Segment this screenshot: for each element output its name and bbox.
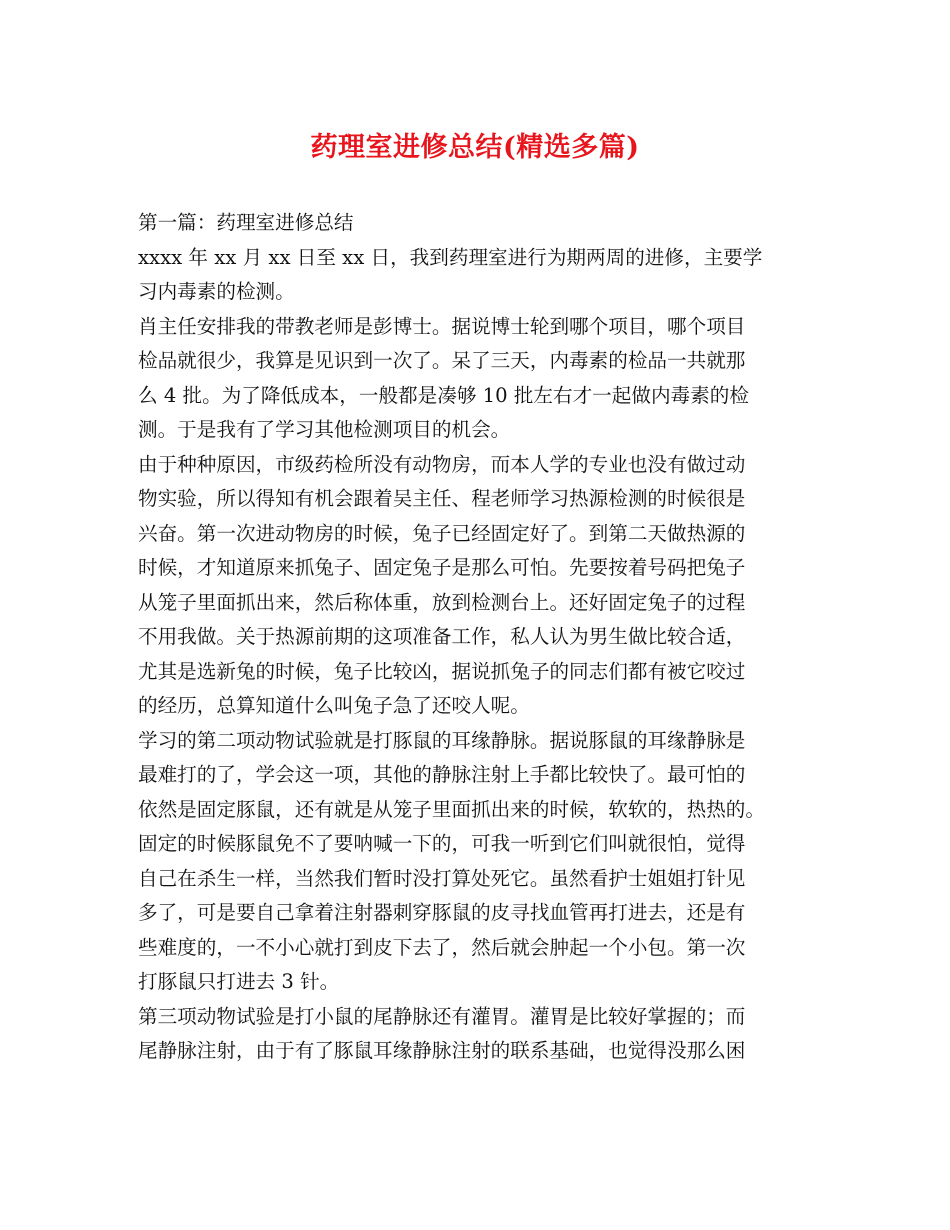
body-line: 多了，可是要自己拿着注射器刺穿豚鼠的皮寻找血管再打进去，还是有 — [138, 901, 746, 924]
document-title: 药理室进修总结(精选多篇) — [310, 132, 640, 163]
body-line: 打豚鼠只打进去 3 针。 — [138, 970, 340, 993]
body-line: 习内毒素的检测。 — [138, 280, 295, 303]
body-line: 肖主任安排我的带教老师是彭博士。据说博士轮到哪个项目，哪个项目 — [138, 314, 746, 338]
body-line: 第一篇：药理室进修总结 — [138, 211, 354, 234]
body-line: 时候，才知道原来抓兔子、固定兔子是那么可怕。先要按着号码把兔子 — [138, 556, 746, 579]
body-line: 兴奋。第一次进动物房的时候，兔子已经固定好了。到第二天做热源的 — [138, 521, 746, 545]
body-line: 由于种种原因，市级药检所没有动物房，而本人学的专业也没有做过动 — [138, 452, 746, 476]
body-line: 检品就很少，我算是见识到一次了。呆了三天，内毒素的检品一共就那 — [138, 349, 746, 372]
body-line: 最难打的了，学会这一项，其他的静脉注射上手都比较快了。最可怕的 — [138, 763, 746, 786]
body-line: 物实验，所以得知有机会跟着吴主任、程老师学习热源检测的时候很是 — [138, 487, 746, 510]
body-line: 从笼子里面抓出来，然后称体重，放到检测台上。还好固定兔子的过程 — [138, 590, 746, 614]
body-line: 测。于是我有了学习其他检测项目的机会。 — [138, 418, 511, 441]
body-line: 自己在杀生一样，当然我们暂时没打算处死它。虽然看护士姐姐打针见 — [138, 866, 746, 890]
body-line: 尤其是选新兔的时候，兔子比较凶，据说抓兔子的同志们都有被它咬过 — [138, 659, 746, 683]
body-line: 学习的第二项动物试验就是打豚鼠的耳缘静脉。据说豚鼠的耳缘静脉是 — [138, 728, 746, 752]
body-line: 么 4 批。为了降低成本，一般都是凑够 10 批左右才一起做内毒素的检 — [138, 383, 749, 407]
body-line: 尾静脉注射，由于有了豚鼠耳缘静脉注射的联系基础，也觉得没那么困 — [138, 1039, 746, 1062]
body-line: 固定的时候豚鼠免不了要呐喊一下的，可我一听到它们叫就很怕，觉得 — [138, 832, 746, 855]
body-line: xxxx 年 xx 月 xx 日至 xx 日，我到药理室进行为期两周的进修，主要学 — [138, 245, 763, 269]
body-line: 不用我做。关于热源前期的这项准备工作，私人认为男生做比较合适， — [138, 625, 746, 648]
body-line: 些难度的，一不小心就打到皮下去了，然后就会肿起一个小包。第一次 — [138, 935, 746, 959]
body-line: 的经历，总算知道什么叫兔子急了还咬人呢。 — [138, 694, 530, 717]
body-line: 第三项动物试验是打小鼠的尾静脉还有灌胃。灌胃是比较好掌握的；而 — [138, 1004, 746, 1028]
body-line: 依然是固定豚鼠，还有就是从笼子里面抓出来的时候，软软的，热热的。 — [138, 797, 765, 821]
document-body — [138, 206, 828, 1069]
